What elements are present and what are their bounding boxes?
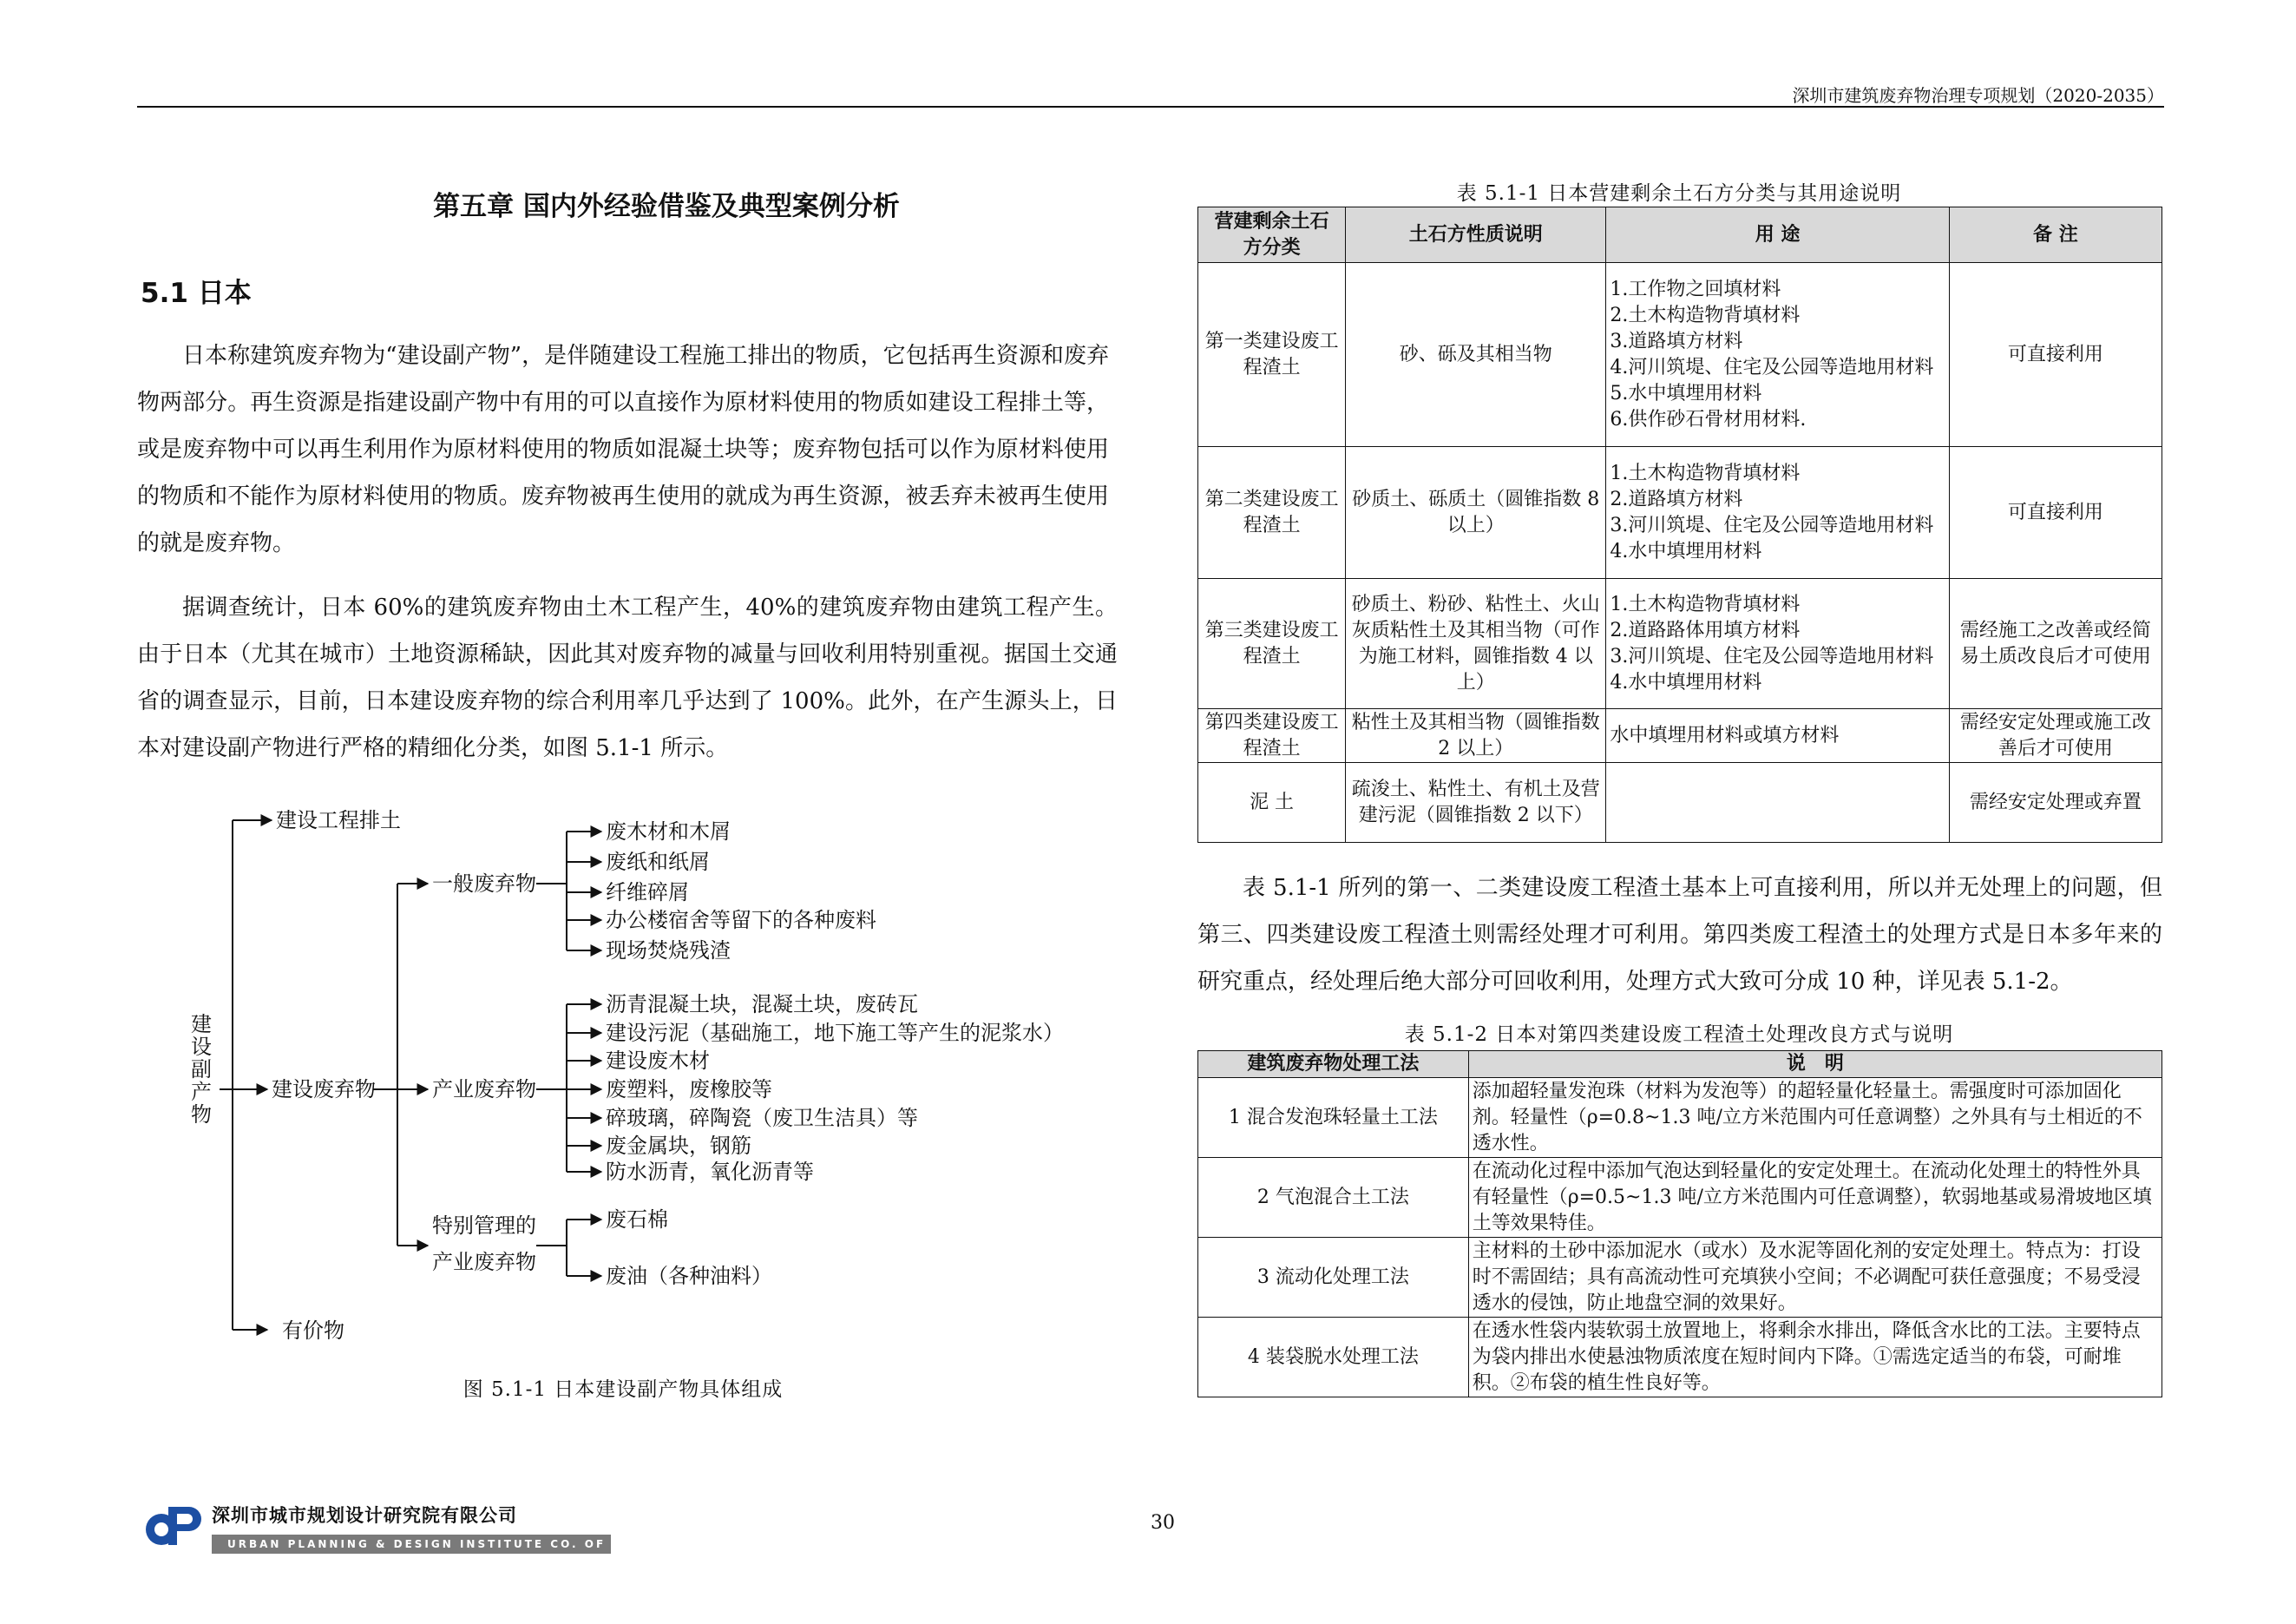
table1-cell-class: 第三类建设废工程渣土 <box>1198 579 1346 709</box>
special-waste-label-1: 特别管理的 <box>432 1213 536 1238</box>
table1-row <box>1198 263 2162 447</box>
paragraph-1: 日本称建筑废弃物为“建设副产物”，是伴随建设工程施工排出的物质，它包括再生资源和废弃物两部分。再生资源是指建设副产物中有用的可以直接作为原材料使用的物质如建设工程排土等，或是废弃物中可以再生利用作为原材料使用的物质如混凝土块等；废弃物包括可以作为原材料使用的物质和不能作为原材料使用的物质。废弃物被再生使用的就成为再生资源，被丢弃未被再生使用的就是废弃物。 <box>137 343 1109 556</box>
table1-header: 备 注 <box>1949 207 2162 263</box>
table2-cell-method: 4 装袋脱水处理工法 <box>1198 1318 1469 1397</box>
table1-use-item: 5.水中填埋用材料 <box>1610 382 1762 404</box>
table1-use-item: 6.供作砂石骨材用材料. <box>1610 408 1807 431</box>
table1-header: 土石方性质说明 <box>1346 207 1606 263</box>
header-rule <box>137 106 2164 108</box>
industrial-waste-label: 产业废弃物 <box>432 1077 536 1101</box>
chapter-title: 第五章 国内外经验借鉴及典型案例分析 <box>433 191 900 222</box>
table1-cell-note: 可直接利用 <box>1949 263 2162 447</box>
special-waste-item: 废油（各种油料） <box>606 1264 772 1288</box>
institute-logo-icon <box>142 1500 208 1552</box>
diagram-root-label: 建 <box>191 1012 212 1036</box>
table2-row <box>1198 1238 2162 1318</box>
table2-cell-desc: 在流动化过程中添加气泡达到轻量化的安定处理土。在流动化处理土的特性外具有轻量性（ρ=0.5~1.3 吨/立方米范围内可任意调整），软弱地基或易滑坡地区填土等效果特佳。 <box>1468 1158 2162 1238</box>
special-waste-label-2: 产业废弃物 <box>432 1250 536 1274</box>
table2-row <box>1198 1318 2162 1397</box>
table1-use-item: 4.河川筑堤、住宅及公园等造地用材料 <box>1610 356 1934 378</box>
table1-use-item: 2.土木构造物背填材料 <box>1610 304 1801 326</box>
table1-cell-uses <box>1606 447 1949 579</box>
branch-waste: 建设废弃物 <box>272 1077 376 1101</box>
table1-cell-note: 需经安定处理或弃置 <box>1949 763 2162 843</box>
industrial-waste-item: 废金属块，钢筋 <box>606 1134 751 1158</box>
table1-use-item: 1.土木构造物背填材料 <box>1610 462 1801 484</box>
footer-org-name-cn: 深圳市城市规划设计研究院有限公司 <box>212 1505 517 1526</box>
table1-use-item: 2.道路填方材料 <box>1610 488 1743 510</box>
branch-excavated: 建设工程排土 <box>276 808 401 832</box>
table1-use-item: 水中填埋用材料或填方材料 <box>1610 724 1840 746</box>
industrial-waste-item: 沥青混凝土块，混凝土块，废砖瓦 <box>606 992 918 1016</box>
page-number: 30 <box>1151 1512 1175 1534</box>
diagram-root-char <box>191 1012 212 1127</box>
table1-row <box>1198 763 2162 843</box>
table2-cell-desc: 添加超轻量发泡珠（材料为发泡等）的超轻量化轻量土。需强度时可添加固化剂。轻量性（ρ=0.8~1.3 吨/立方米范围内可任意调整）之外具有与土相近的不透水性。 <box>1468 1078 2162 1158</box>
table1-row <box>1198 709 2162 763</box>
table1-cell-note: 需经安定处理或施工改善后才可使用 <box>1949 709 2162 763</box>
table1-cell-class: 第一类建设废工程渣土 <box>1198 263 1346 447</box>
table-5-1-2 <box>1197 1050 2162 1397</box>
table2-cell-desc: 在透水性袋内装软弱土放置地上，将剩余水排出，降低含水比的工法。主要特点为袋内排出水使悬浊物质浓度在短时间内下降。①需选定适当的布袋，可耐堆积。②布袋的植生性良好等。 <box>1468 1318 2162 1397</box>
diagram-root-label: 物 <box>191 1102 212 1127</box>
table2-cell-desc: 主材料的土砂中添加泥水（或水）及水泥等固化剂的安定处理土。特点为：打设时不需固结；具有高流动性可充填狭小空间；不必调配可获任意强度；不易受浸透水的侵蚀，防止地盘空洞的效果好。 <box>1468 1238 2162 1318</box>
table1-cell-nature: 砂、砾及其相当物 <box>1346 263 1606 447</box>
table1-use-item: 2.道路路体用填方材料 <box>1610 619 1801 641</box>
table-5-1-1 <box>1197 207 2162 843</box>
figure-caption: 图 5.1-1 日本建设副产物具体组成 <box>462 1378 784 1401</box>
table1-cell-uses <box>1606 763 1949 843</box>
table1-cell-nature: 砂质土、粉砂、粘性土、火山灰质粘性土及其相当物（可作为施工材料，圆锥指数 4 以上） <box>1346 579 1606 709</box>
table1-use-item: 4.水中填埋用材料 <box>1610 540 1762 562</box>
table1-cell-uses <box>1606 579 1949 709</box>
general-waste-item: 纤维碎屑 <box>606 880 689 904</box>
industrial-waste-item: 防水沥青，氧化沥青等 <box>606 1160 814 1184</box>
diagram-root-label: 产 <box>191 1080 212 1104</box>
footer-org-name-en: URBAN PLANNING & DESIGN INSTITUTE CO. OF SHENZHEN <box>212 1535 611 1554</box>
diagram-root-label: 设 <box>191 1035 212 1059</box>
table1-caption: 表 5.1-1 日本营建剩余土石方分类与其用途说明 <box>1456 182 1902 205</box>
byproduct-tree-diagram <box>137 790 1109 1397</box>
paragraph-2: 据调查统计，日本 60%的建筑废弃物由土木工程产生，40%的建筑废弃物由建筑工程产生。由于日本（尤其在城市）土地资源稀缺，因此其对废弃物的减量与回收利用特别重视。据国土交通省的调查显示，目前，日本建设废弃物的综合利用率几乎达到了 100%。此外，在产生源头上，日本对建设副产物进行严格的精细化分类，如图 5.1-1 所示。 <box>137 595 1118 761</box>
table1-use-item: 4.水中填埋用材料 <box>1610 671 1762 694</box>
table1-use-item: 3.河川筑堤、住宅及公园等造地用材料 <box>1610 514 1934 536</box>
table1-cell-class: 第四类建设废工程渣土 <box>1198 709 1346 763</box>
general-waste-item: 废木材和木屑 <box>606 819 731 844</box>
table1-use-item: 3.道路填方材料 <box>1610 330 1743 352</box>
industrial-waste-item: 建设废木材 <box>606 1049 710 1073</box>
table1-cell-uses <box>1606 709 1949 763</box>
table2-header: 说 明 <box>1468 1051 2162 1078</box>
general-waste-item: 办公楼宿舍等留下的各种废料 <box>606 908 876 932</box>
general-waste-item: 废纸和纸屑 <box>606 850 710 874</box>
table1-use-item: 1.工作物之回填材料 <box>1610 278 1781 300</box>
special-waste-item: 废石棉 <box>606 1207 668 1232</box>
table2-cell-method: 3 流动化处理工法 <box>1198 1238 1469 1318</box>
table1-cell-class: 第二类建设废工程渣土 <box>1198 447 1346 579</box>
table2-cell-method: 1 混合发泡珠轻量土工法 <box>1198 1078 1469 1158</box>
table1-header: 营建剩余土石方分类 <box>1198 207 1346 263</box>
industrial-waste-item: 建设污泥（基础施工，地下施工等产生的泥浆水） <box>606 1021 1064 1045</box>
table1-cell-note: 可直接利用 <box>1949 447 2162 579</box>
table1-cell-nature: 粘性土及其相当物（圆锥指数 2 以上） <box>1346 709 1606 763</box>
table2-body <box>1198 1078 2162 1397</box>
industrial-waste-item: 碎玻璃，碎陶瓷（废卫生洁具）等 <box>606 1106 918 1130</box>
table1-cell-note: 需经施工之改善或经简易土质改良后才可使用 <box>1949 579 2162 709</box>
table1-header: 用 途 <box>1606 207 1949 263</box>
table1-cell-nature: 砂质土、砾质土（圆锥指数 8 以上） <box>1346 447 1606 579</box>
table2-header: 建筑废弃物处理工法 <box>1198 1051 1469 1078</box>
table2-cell-method: 2 气泡混合土工法 <box>1198 1158 1469 1238</box>
general-waste-item: 现场焚烧残渣 <box>606 938 731 963</box>
table2-row <box>1198 1158 2162 1238</box>
table1-row <box>1198 447 2162 579</box>
table1-cell-uses <box>1606 263 1949 447</box>
paragraph-3: 表 5.1-1 所列的第一、二类建设废工程渣土基本上可直接利用，所以并无处理上的问题，但第三、四类建设废工程渣土则需经处理才可利用。第四类废工程渣土的处理方式是日本多年来的研究重点，经处理后绝大部分可回收利用，处理方式大致可分成 10 种，详见表 5.1-2。 <box>1197 875 2162 995</box>
table1-row <box>1198 579 2162 709</box>
table2-row <box>1198 1078 2162 1158</box>
table1-use-item: 1.土木构造物背填材料 <box>1610 593 1801 615</box>
section-title: 5.1 日本 <box>141 278 252 309</box>
diagram-root-label: 副 <box>191 1057 212 1082</box>
table1-body <box>1198 263 2162 843</box>
table1-cell-class: 泥 土 <box>1198 763 1346 843</box>
branch-valuables: 有价物 <box>282 1318 344 1343</box>
table1-use-item: 3.河川筑堤、住宅及公园等造地用材料 <box>1610 645 1934 667</box>
general-waste-label: 一般废弃物 <box>432 871 536 896</box>
header-title: 深圳市建筑废弃物治理专项规划（2020-2035） <box>1792 85 2164 106</box>
industrial-waste-item: 废塑料，废橡胶等 <box>606 1077 772 1101</box>
table2-caption: 表 5.1-2 日本对第四类建设废工程渣土处理改良方式与说明 <box>1404 1023 1954 1046</box>
table1-cell-nature: 疏浚土、粘性土、有机土及营建污泥（圆锥指数 2 以下） <box>1346 763 1606 843</box>
